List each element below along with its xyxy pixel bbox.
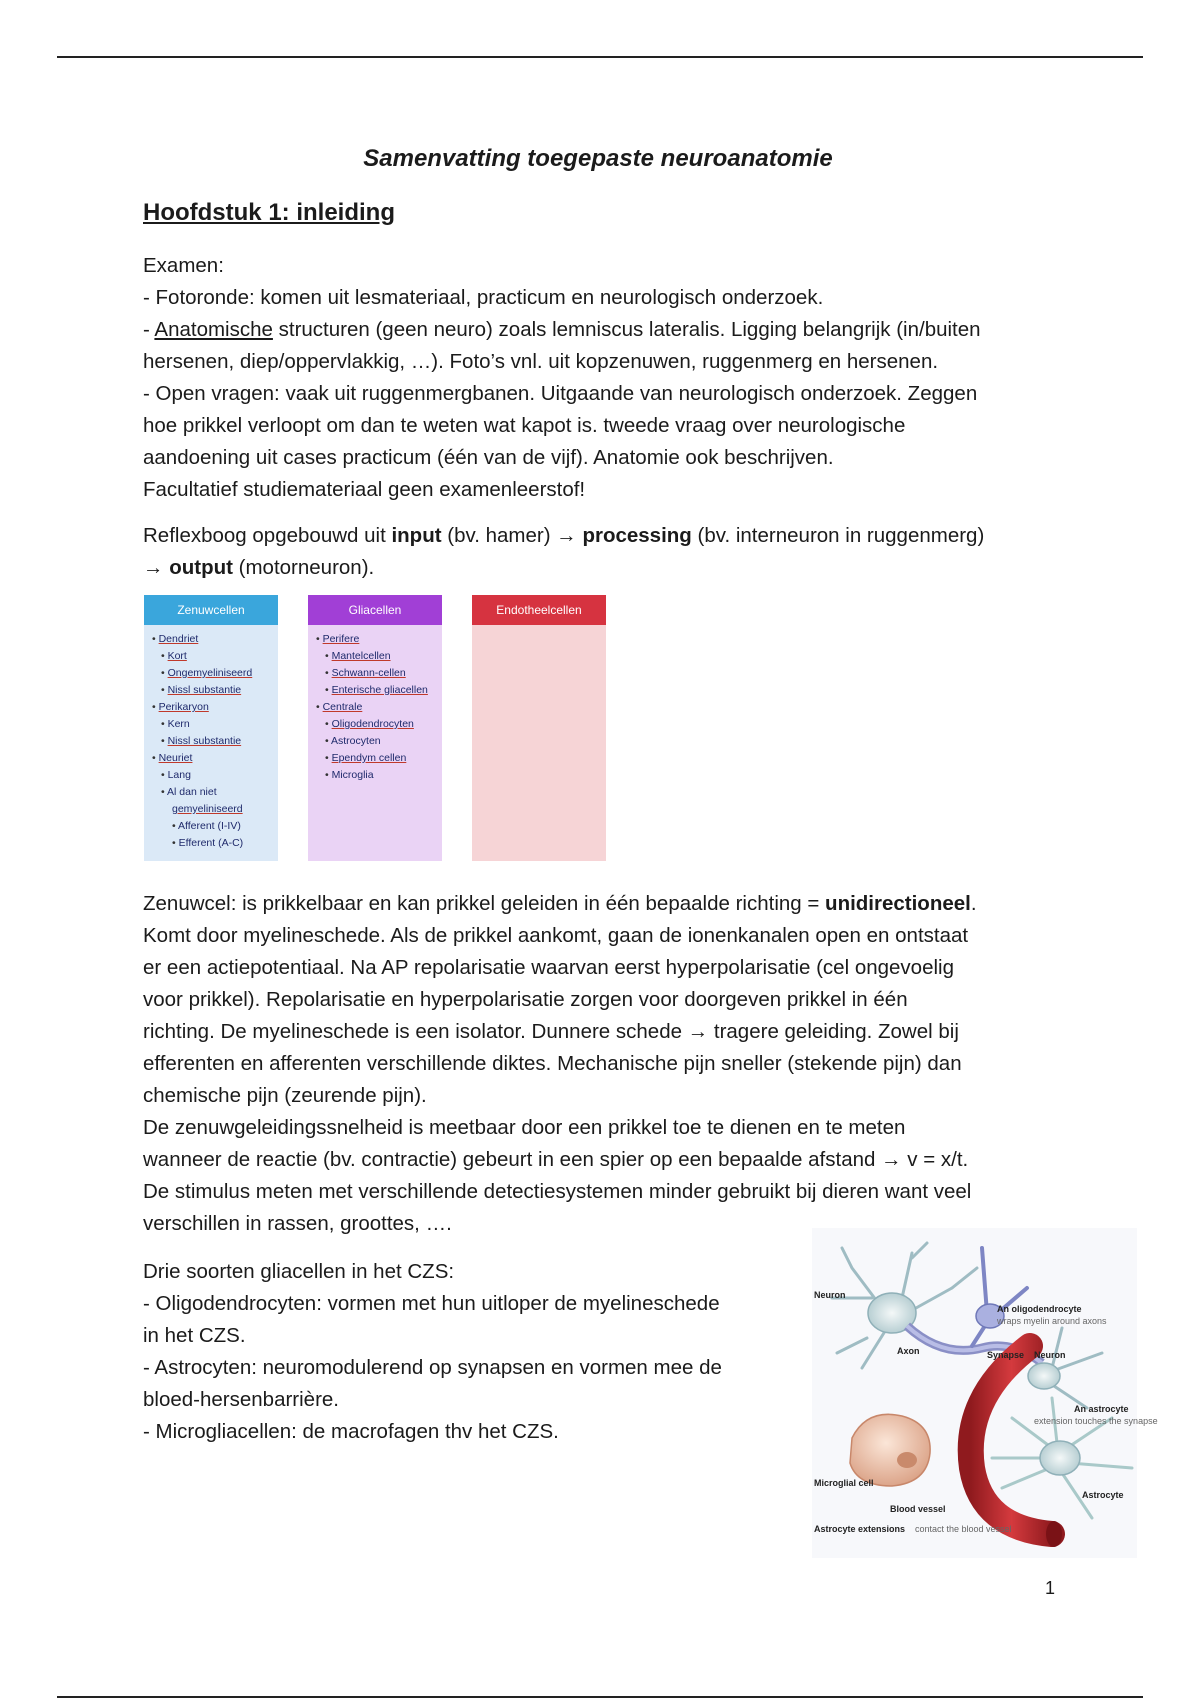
list-item: • Centrale: [316, 699, 436, 716]
zenuwcel-line: verschillen in rassen, groottes, ….: [143, 1212, 452, 1235]
exam-section: [143, 250, 1063, 506]
zenuwcel-line: chemische pijn (zeurende pijn).: [143, 1084, 427, 1107]
exam-item-anatomie-cont: hersenen, diep/oppervlakkig, …). Foto’s vnl. uit kopzenuwen, ruggenmerg en hersenen.: [143, 350, 939, 373]
glia-line: - Astrocyten: neuromodulerend op synapsen en vormen mee de: [143, 1356, 722, 1379]
label-neuron-2: Neuron: [1034, 1350, 1066, 1360]
list-item: • Nissl substantie: [152, 733, 272, 750]
second-neuron-cell: [1028, 1363, 1060, 1389]
zenuwcel-line: richting. De myelineschede is een isolator. Dunnere schede → tragere geleiding. Zowel bij: [143, 1020, 959, 1043]
column-zenuwcellen: [144, 595, 278, 861]
underlined-word: Anatomische: [154, 318, 273, 341]
label-oligodendrocyte-sub: wraps myelin around axons: [997, 1316, 1107, 1326]
list-item: • Kort: [152, 648, 272, 665]
zenuwcel-line: efferenten en afferenten verschillende diktes. Mechanische pijn sneller (stekende pijn) dan: [143, 1052, 962, 1075]
label-oligodendrocyte: An oligodendrocyte: [997, 1304, 1082, 1314]
list-item: • Schwann-cellen: [316, 665, 436, 682]
label-astrocyte-extensions: Astrocyte extensions: [814, 1524, 906, 1534]
list-item: • Astrocyten: [316, 733, 436, 750]
label-synapse: Synapse: [987, 1350, 1025, 1360]
reflex-input: input: [391, 524, 442, 547]
list-item: • Nissl substantie: [152, 682, 272, 699]
glia-line: - Oligodendrocyten: vormen met hun uitloper de myelineschede: [143, 1292, 720, 1315]
exam-item-open-vragen-cont2: aandoening uit cases practicum (één van de vijf). Anatomie ook beschrijven.: [143, 446, 834, 469]
label-axon: Axon: [897, 1346, 920, 1356]
label-astrocyte-extensions-sub: contact the blood vessel: [915, 1524, 1012, 1534]
list-item: • Lang: [152, 767, 272, 784]
zenuwcel-line: voor prikkel). Repolarisatie en hyperpolarisatie zorgen voor doorgeven prikkel in één: [143, 988, 908, 1011]
exam-optional-note: Facultatief studiemateriaal geen examenleerstof!: [143, 478, 586, 501]
reflex-line2: → output (motorneuron).: [143, 556, 375, 579]
zenuwcel-line: er een actiepotentiaal. Na AP repolarisatie waarvan eerst hyperpolarisatie (cel ongevoelig: [143, 956, 954, 979]
list-item: • Efferent (A-C): [152, 835, 272, 852]
unidirectioneel-term: unidirectioneel: [825, 892, 971, 915]
glia-section: [143, 1256, 803, 1448]
column-gliacellen: [308, 595, 442, 861]
label-blood-vessel: Blood vessel: [890, 1504, 946, 1514]
column-body-endotheelcellen: [472, 625, 606, 861]
reflex-section: [143, 520, 1063, 584]
zenuwcel-line: De zenuwgeleidingssnelheid is meetbaar door een prikkel toe te dienen en te meten: [143, 1116, 906, 1139]
label-astrocyte-extension: An astrocyte: [1074, 1404, 1129, 1414]
column-header-endotheelcellen: Endotheelcellen: [472, 595, 606, 625]
exam-item-anatomie: - Anatomische structuren (geen neuro) zoals lemniscus lateralis. Ligging belangrijk (in/buiten: [143, 318, 981, 341]
list-item: • Afferent (I-IV): [152, 818, 272, 835]
reflex-output: output: [169, 556, 233, 579]
list-item: • Kern: [152, 716, 272, 733]
zenuwcel-line: wanneer de reactie (bv. contractie) gebeurt in een spier op een bepaalde afstand → v = x/t.: [143, 1148, 969, 1171]
list-item: • Ongemyeliniseerd: [152, 665, 272, 682]
list-item: • Ependym cellen: [316, 750, 436, 767]
list-item: • Enterische gliacellen: [316, 682, 436, 699]
zenuwcel-line: De stimulus meten met verschillende detectiesystemen minder gebruikt bij dieren want veel: [143, 1180, 972, 1203]
label-astrocyte-extension-sub: extension touches the synapse: [1034, 1416, 1158, 1426]
exam-item-open-vragen: - Open vragen: vaak uit ruggenmergbanen. Uitgaande van neurologisch onderzoek. Zeggen: [143, 382, 978, 405]
astrocyte-cell: [1040, 1441, 1080, 1475]
list-item: • Neuriet: [152, 750, 272, 767]
column-header-gliacellen: Gliacellen: [308, 595, 442, 625]
list-item: • Microglia: [316, 767, 436, 784]
glia-line: in het CZS.: [143, 1324, 246, 1347]
list-item: gemyeliniseerd: [172, 803, 243, 815]
column-header-zenuwcellen: Zenuwcellen: [144, 595, 278, 625]
glia-line: Drie soorten gliacellen in het CZS:: [143, 1260, 455, 1283]
glia-line: bloed-hersenbarrière.: [143, 1388, 340, 1411]
glia-illustration-drawing: [812, 1228, 1137, 1558]
label-neuron: Neuron: [814, 1290, 846, 1300]
glia-illustration: [812, 1228, 1158, 1558]
list-item: • Oligodendrocyten: [316, 716, 436, 733]
microglial-cell: [850, 1414, 930, 1486]
column-body-gliacellen: [308, 625, 442, 861]
top-rule: [57, 56, 1143, 58]
exam-item-fotoronde: - Fotoronde: komen uit lesmateriaal, practicum en neurologisch onderzoek.: [143, 286, 824, 309]
chapter-heading: Hoofdstuk 1: inleiding: [143, 199, 395, 226]
list-item: • Perikaryon: [152, 699, 272, 716]
cell-types-table: [144, 595, 624, 861]
list-item: • Mantelcellen: [316, 648, 436, 665]
exam-item-open-vragen-cont1: hoe prikkel verloopt om dan te weten wat kapot is. tweede vraag over neurologische: [143, 414, 906, 437]
list-item: • Al dan niet: [152, 784, 272, 801]
exam-heading: Examen:: [143, 254, 224, 277]
document-title: Samenvatting toegepaste neuroanatomie: [363, 145, 833, 172]
column-endotheelcellen: [472, 595, 606, 861]
list-item: • Perifere: [316, 631, 436, 648]
label-microglial-cell: Microglial cell: [814, 1478, 874, 1488]
list-item: • Dendriet: [152, 631, 272, 648]
zenuwcel-section: [143, 888, 1063, 1240]
column-body-zenuwcellen: [144, 625, 278, 861]
bottom-rule: [57, 1696, 1143, 1698]
zenuwcel-line: Komt door myelineschede. Als de prikkel aankomt, gaan de ionenkanalen open en ontstaat: [143, 924, 969, 947]
reflex-processing: processing: [582, 524, 692, 547]
zenuwcel-line: Zenuwcel: is prikkelbaar en kan prikkel geleiden in één bepaalde richting = unidirectioneel.: [143, 892, 977, 915]
page-number: 1: [1045, 1578, 1056, 1598]
reflex-line1: Reflexboog opgebouwd uit input (bv. hamer) → processing (bv. interneuron in ruggenmerg): [143, 524, 985, 547]
label-astrocyte: Astrocyte: [1082, 1490, 1124, 1500]
glia-line: - Microgliacellen: de macrofagen thv het CZS.: [143, 1420, 559, 1443]
